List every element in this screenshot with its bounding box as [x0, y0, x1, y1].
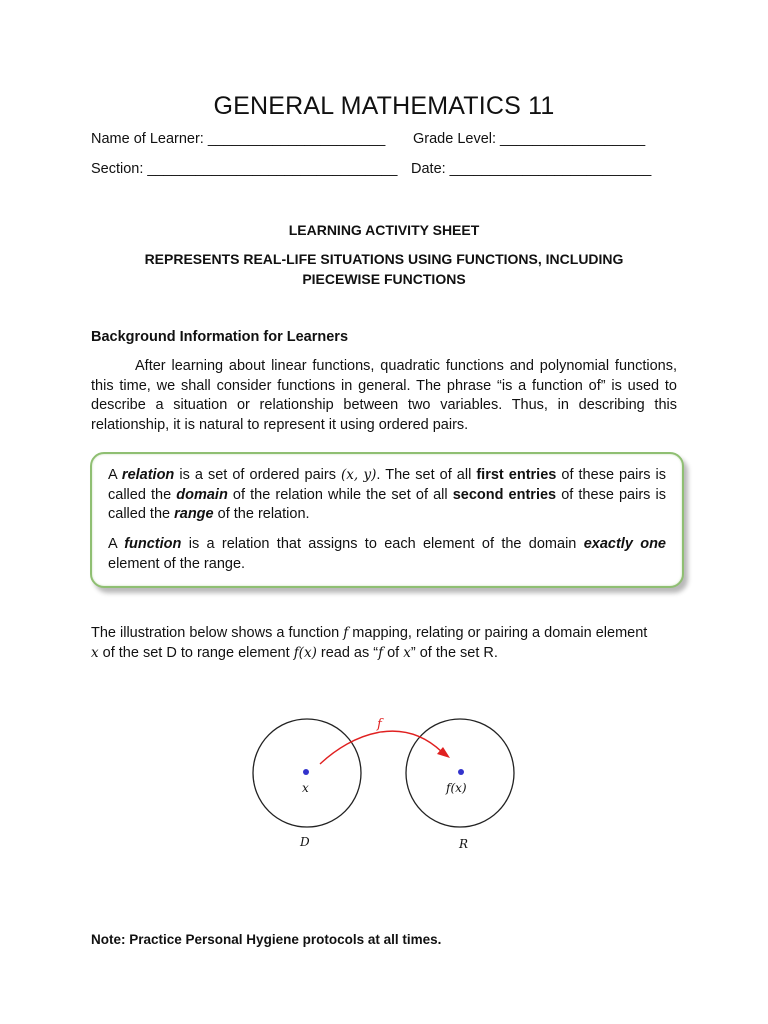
section-field[interactable]: Section: _______________________________ [91, 161, 398, 177]
domain-term: domain [176, 486, 228, 503]
text: of the relation. [213, 506, 310, 522]
text: is a set of ordered pairs [174, 467, 342, 483]
text: of the relation while the set of all [227, 486, 453, 503]
math-f: f [378, 644, 384, 661]
background-heading: Background Information for Learners [91, 329, 349, 345]
sheet-heading: LEARNING ACTIVITY SHEET [288, 222, 480, 238]
text: of these pairs is called the [108, 467, 667, 503]
text: . The set of all [376, 467, 477, 483]
date-field[interactable]: Date: _________________________ [411, 161, 652, 177]
text: A [108, 467, 122, 483]
name-of-learner-field[interactable]: Name of Learner: ______________________ [91, 131, 386, 147]
text: ” of the set R. [410, 644, 498, 661]
function-mapping-diagram [240, 710, 540, 860]
grade-level-field[interactable]: Grade Level: __________________ [413, 131, 646, 147]
text: The illustration below shows a function [91, 625, 344, 641]
topic-heading-line2: PIECEWISE FUNCTIONS [302, 271, 466, 287]
text: mapping, relating or pairing a domain element [348, 625, 648, 641]
arrow-label: f [377, 717, 382, 732]
hygiene-note: Note: Practice Personal Hygiene protocols at all times. [91, 932, 442, 947]
range-set-label: R [459, 837, 469, 851]
first-entries-term: first entries [476, 467, 557, 483]
relation-definition [108, 466, 666, 525]
text: of the set D to range element [98, 644, 294, 661]
text: is a relation that assigns to each element of the domain [181, 536, 584, 552]
domain-set-label: D [300, 835, 310, 849]
math-x: x [91, 644, 99, 661]
second-entries-term: second entries [452, 486, 557, 503]
exactly-one-term: exactly one [583, 536, 666, 552]
math-fx: f(x) [293, 644, 317, 661]
page-title: GENERAL MATHEMATICS 11 [213, 92, 555, 120]
range-point [458, 769, 464, 775]
math-x: x [403, 644, 411, 661]
relation-term: relation [121, 467, 175, 483]
range-term: range [174, 506, 214, 522]
function-definition [108, 535, 666, 574]
domain-point [303, 769, 309, 775]
text: of [383, 644, 404, 661]
mapping-arrow [320, 731, 442, 764]
text: read as “ [316, 644, 379, 661]
text: element of the range. [108, 555, 246, 572]
illustration-description [91, 624, 691, 663]
range-point-label: f(x) [446, 781, 467, 795]
ordered-pair: (x, y) [341, 467, 377, 483]
domain-point-label: x [302, 781, 309, 795]
background-text: After learning about linear functions, quadratic functions and polynomial functions, this time, we shall consider functions in general. The phrase “is a function of” is used to describe a situation or relationship between two variables. Thus, in describing this relationship, it is natural to represent it using ordered pairs. [91, 358, 677, 433]
definition-box [90, 452, 684, 588]
math-f: f [343, 625, 349, 641]
text: A [108, 536, 125, 552]
topic-heading-line1: REPRESENTS REAL-LIFE SITUATIONS USING FUNCTIONS, INCLUDING [144, 251, 624, 267]
text: of these pairs is called the [108, 486, 666, 522]
background-paragraph [91, 357, 677, 435]
function-term: function [124, 536, 182, 552]
